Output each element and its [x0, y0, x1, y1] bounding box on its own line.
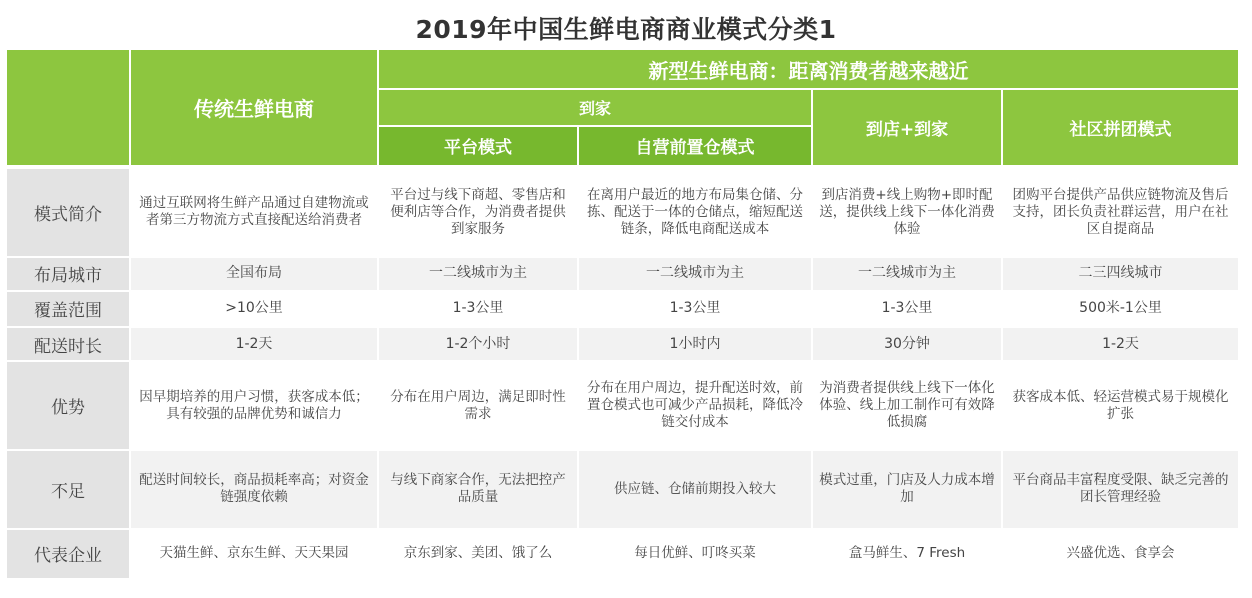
header-community: 社区拼团模式	[1001, 90, 1238, 167]
table-row	[7, 360, 1238, 449]
row-label: 模式简介	[7, 167, 129, 256]
table-cell: 通过互联网将生鲜产品通过自建物流或者第三方物流方式直接配送给消费者	[129, 167, 377, 256]
table-row	[7, 449, 1238, 528]
row-label: 不足	[7, 449, 129, 528]
table-cell: 30分钟	[811, 326, 1001, 360]
table-cell: 二三四线城市	[1001, 256, 1238, 290]
table-row	[7, 326, 1238, 360]
table-cell: 平台商品丰富程度受限、缺乏完善的团长管理经验	[1001, 449, 1238, 528]
table-cell: 为消费者提供线上线下一体化体验、线上加工制作可有效降低损腐	[811, 360, 1001, 449]
table-cell: 分布在用户周边，提升配送时效，前置仓模式也可减少产品损耗，降低冷链交付成本	[577, 360, 811, 449]
table-row	[7, 256, 1238, 290]
header-home-delivery: 到家	[377, 90, 811, 126]
table-row	[7, 528, 1238, 578]
table-cell: 团购平台提供产品供应链物流及售后支持，团长负责社群运营，用户在社区自提商品	[1001, 167, 1238, 256]
table-cell: 京东到家、美团、饿了么	[377, 528, 577, 578]
table-cell: 一二线城市为主	[577, 256, 811, 290]
table-cell: 500米-1公里	[1001, 290, 1238, 326]
table-cell: 天猫生鲜、京东生鲜、天天果园	[129, 528, 377, 578]
table-cell: 1-3公里	[377, 290, 577, 326]
header-self-run: 自营前置仓模式	[577, 127, 811, 167]
table-cell: 1-2天	[129, 326, 377, 360]
header-traditional: 传统生鲜电商	[129, 50, 377, 167]
table-cell: 兴盛优选、食享会	[1001, 528, 1238, 578]
header-new-group: 新型生鲜电商：距离消费者越来越近	[377, 50, 1238, 90]
business-model-table	[7, 50, 1238, 578]
table-cell: 1-3公里	[811, 290, 1001, 326]
table-cell: 与线下商家合作，无法把控产品质量	[377, 449, 577, 528]
table-cell: 一二线城市为主	[377, 256, 577, 290]
table-cell: 因早期培养的用户习惯，获客成本低；具有较强的品牌优势和诚信力	[129, 360, 377, 449]
header-store-home: 到店+到家	[811, 90, 1001, 167]
page-title: 2019年中国生鲜电商商业模式分类1	[415, 15, 837, 44]
table-cell: 一二线城市为主	[811, 256, 1001, 290]
table-cell: >10公里	[129, 290, 377, 326]
table-row	[7, 290, 1238, 326]
table-cell: 获客成本低、轻运营模式易于规模化扩张	[1001, 360, 1238, 449]
table-cell: 全国布局	[129, 256, 377, 290]
table-cell: 1小时内	[577, 326, 811, 360]
table-cell: 模式过重，门店及人力成本增加	[811, 449, 1001, 528]
table-cell: 1-2个小时	[377, 326, 577, 360]
row-label: 覆盖范围	[7, 290, 129, 326]
row-label: 布局城市	[7, 256, 129, 290]
header-platform: 平台模式	[377, 127, 577, 167]
row-label: 优势	[7, 360, 129, 449]
table-cell: 1-3公里	[577, 290, 811, 326]
table-cell: 供应链、仓储前期投入较大	[577, 449, 811, 528]
table-cell: 盒马鲜生、7 Fresh	[811, 528, 1001, 578]
header-corner	[7, 50, 129, 167]
table-cell: 每日优鲜、叮咚买菜	[577, 528, 811, 578]
row-label: 代表企业	[7, 528, 129, 578]
table-cell: 平台过与线下商超、零售店和便利店等合作，为消费者提供到家服务	[377, 167, 577, 256]
table-cell: 配送时间较长，商品损耗率高；对资金链强度依赖	[129, 449, 377, 528]
row-label: 配送时长	[7, 326, 129, 360]
table-cell: 1-2天	[1001, 326, 1238, 360]
table-cell: 到店消费+线上购物+即时配送，提供线上线下一体化消费体验	[811, 167, 1001, 256]
table-cell: 分布在用户周边，满足即时性需求	[377, 360, 577, 449]
table-cell: 在离用户最近的地方布局集仓储、分拣、配送于一体的仓储点，缩短配送链条，降低电商配送成本	[577, 167, 811, 256]
table-row	[7, 167, 1238, 256]
